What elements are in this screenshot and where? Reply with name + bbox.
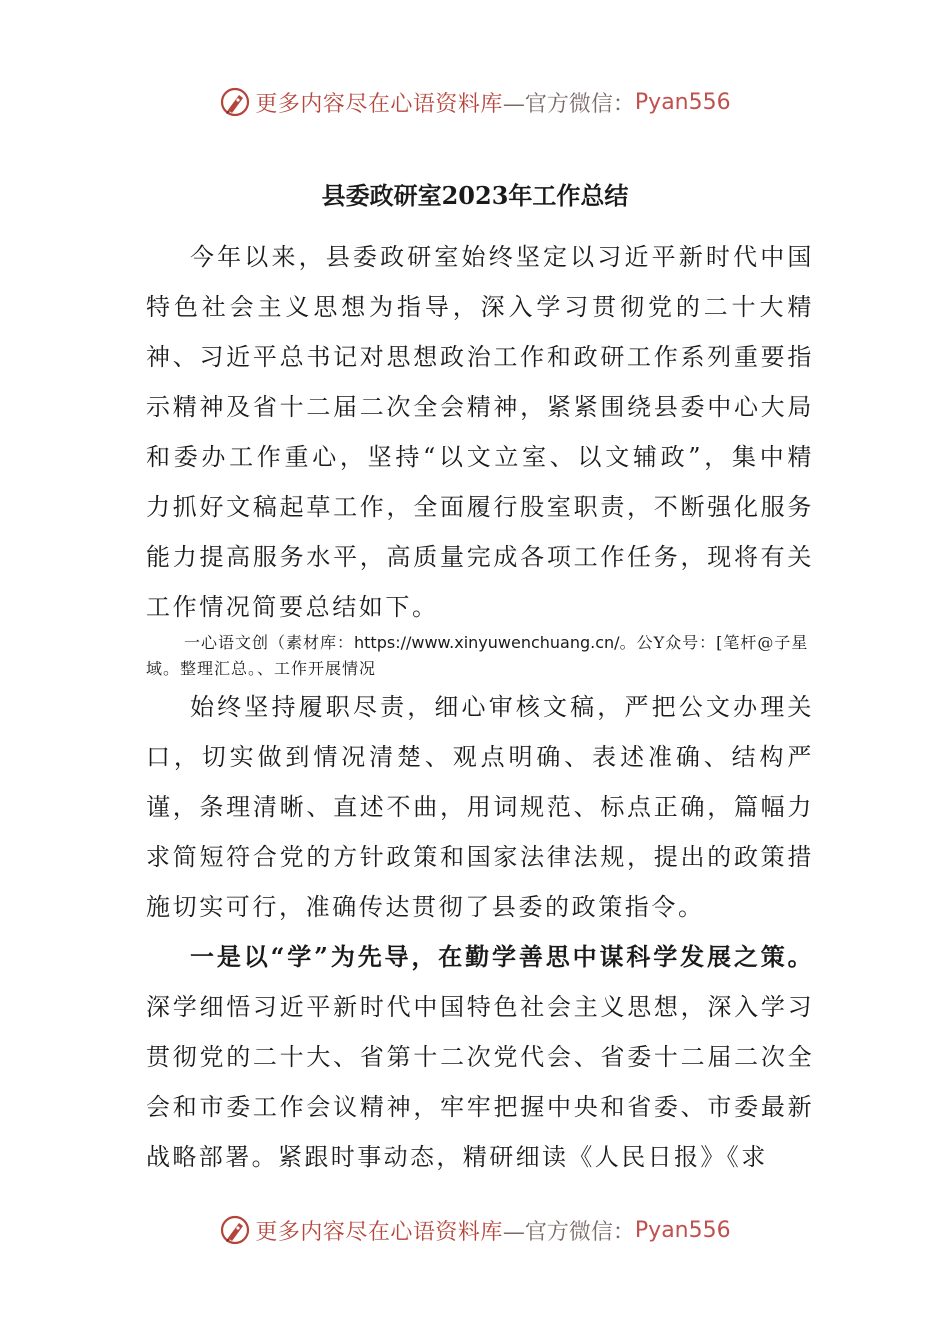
- pen-nib-logo-icon: [219, 1214, 251, 1246]
- footer-banner: [0, 1210, 950, 1250]
- banner-label: —官方微信：: [502, 91, 635, 117]
- banner-text: 更多内容尽在心语资料库: [255, 91, 503, 117]
- intro-paragraph: 今年以来，县委政研室始终坚定以习近平新时代中国特色社会主义思想为指导，深入学习贯彻党的二十大精神、习近平总书记对思想政治工作和政研工作系列重要指示精神及省十二届二次全会精神，紧紧围绕县委中心大局和委办工作重心，坚持“以文立室、以文辅政”，集中精力抓好文稿起草工作，全面履行股室职责，不断强化服务能力提高服务水平，高质量完成各项工作任务，现将有关工作情况简要总结如下。: [146, 243, 814, 621]
- wechat-id: Pyan556: [634, 1217, 731, 1243]
- pen-nib-logo-icon: [219, 86, 251, 118]
- source-note-prefix: 一心语文创（素材库：: [184, 633, 355, 652]
- source-url: https://www.xinyuwenchuang.cn/: [354, 633, 620, 652]
- point-one-body: 深学细悟习近平新时代中国特色社会主义思想，深入学习贯彻党的二十大、省第十二次党代会、省委十二届二次全会和市委工作会议精神，牢牢把握中央和省委、市委最新战略部署。紧跟时事动态，精研细读《人民日报》《求: [146, 993, 814, 1171]
- source-note-suffix: 。公Y众号：[笔杆@子星域。整理汇总。、工作开展情况: [146, 633, 809, 678]
- wechat-id: Pyan556: [634, 89, 731, 115]
- banner-text: 更多内容尽在心语资料库: [255, 1219, 503, 1245]
- header-banner: [0, 82, 950, 122]
- point-one-heading: 一是以“学”为先导，在勤学善思中谋科学发展之策。: [190, 942, 814, 971]
- point-one-paragraph: [146, 932, 814, 1182]
- banner-label: —官方微信：: [502, 1219, 635, 1245]
- section-paragraph: 始终坚持履职尽责，细心审核文稿，严把公文办理关口，切实做到情况清楚、观点明确、表述准确、结构严谨，条理清晰、直述不曲，用词规范、标点正确，篇幅力求简短符合党的方针政策和国家法律法规，提出的政策措施切实可行，准确传达贯彻了县委的政策指令。: [146, 693, 814, 921]
- source-note: [146, 630, 814, 682]
- document-title: 县委政研室2023年工作总结: [321, 181, 629, 210]
